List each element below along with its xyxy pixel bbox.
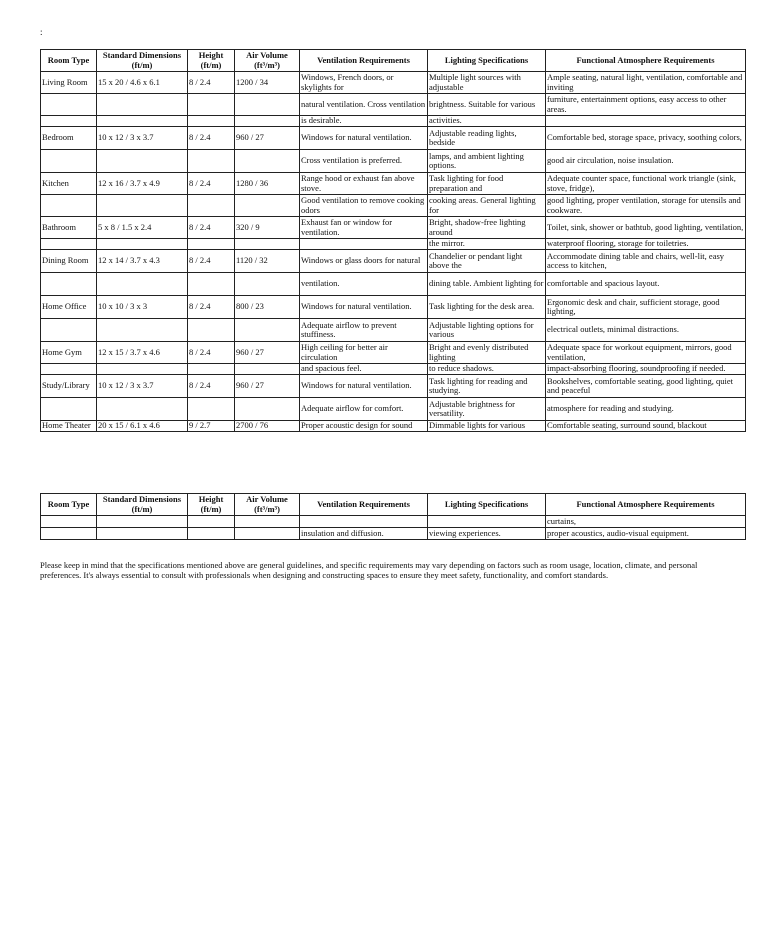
cell-ventilation: Cross ventilation is preferred.: [300, 150, 428, 173]
cell-dimensions: 20 x 15 / 6.1 x 4.6: [97, 421, 188, 432]
cell-height: [188, 116, 235, 127]
cell-atmosphere: Bookshelves, comfortable seating, good lighting, quiet and peaceful: [546, 375, 746, 398]
cell-ventilation: insulation and diffusion.: [300, 528, 428, 540]
cell-atmosphere: curtains,: [546, 516, 746, 528]
table-row: [41, 296, 746, 319]
cell-lighting: cooking areas. General lighting for: [428, 195, 546, 217]
cell-atmosphere: comfortable and spacious layout.: [546, 273, 746, 296]
cell-dimensions: [97, 319, 188, 342]
cell-dimensions: [97, 94, 188, 116]
header-ventilation: Ventilation Requirements: [300, 50, 428, 72]
cell-room-type: Home Theater: [41, 421, 97, 432]
cell-room-type: [41, 239, 97, 250]
table-row: [41, 173, 746, 195]
cell-ventilation: Good ventilation to remove cooking odors: [300, 195, 428, 217]
cell-air-volume: 1280 / 36: [235, 173, 300, 195]
cell-height: 8 / 2.4: [188, 173, 235, 195]
header-lighting: Lighting Specifications: [428, 494, 546, 516]
cell-room-type: Bathroom: [41, 217, 97, 239]
cell-height: [188, 364, 235, 375]
cell-lighting: Multiple light sources with adjustable: [428, 72, 546, 94]
cell-atmosphere: Accommodate dining table and chairs, well-lit, easy access to kitchen,: [546, 250, 746, 273]
cell-dimensions: 12 x 15 / 3.7 x 4.6: [97, 342, 188, 364]
header-atmosphere: Functional Atmosphere Requirements: [546, 494, 746, 516]
cell-lighting: Adjustable brightness for versatility.: [428, 398, 546, 421]
table-row: [41, 516, 746, 528]
cell-air-volume: 1120 / 32: [235, 250, 300, 273]
cell-dimensions: 10 x 12 / 3 x 3.7: [97, 127, 188, 150]
cell-lighting: lamps, and ambient lighting options.: [428, 150, 546, 173]
cell-dimensions: 10 x 10 / 3 x 3: [97, 296, 188, 319]
cell-air-volume: 1200 / 34: [235, 72, 300, 94]
cell-air-volume: [235, 398, 300, 421]
cell-lighting: Bright, shadow-free lighting around: [428, 217, 546, 239]
cell-ventilation: Windows, French doors, or skylights for: [300, 72, 428, 94]
cell-ventilation: Windows for natural ventilation.: [300, 375, 428, 398]
header-height: Height (ft/m): [188, 50, 235, 72]
cell-lighting: Task lighting for reading and studying.: [428, 375, 546, 398]
cell-air-volume: [235, 94, 300, 116]
cell-height: 8 / 2.4: [188, 127, 235, 150]
cell-height: [188, 319, 235, 342]
cell-height: 8 / 2.4: [188, 250, 235, 273]
cell-ventilation: Windows for natural ventilation.: [300, 296, 428, 319]
cell-dimensions: [97, 516, 188, 528]
cell-room-type: Kitchen: [41, 173, 97, 195]
cell-dimensions: 12 x 16 / 3.7 x 4.9: [97, 173, 188, 195]
cell-room-type: [41, 528, 97, 540]
cell-lighting: Chandelier or pendant light above the: [428, 250, 546, 273]
cell-lighting: activities.: [428, 116, 546, 127]
cell-air-volume: 320 / 9: [235, 217, 300, 239]
cell-lighting: to reduce shadows.: [428, 364, 546, 375]
table-row: [41, 217, 746, 239]
cell-height: [188, 528, 235, 540]
cell-atmosphere: proper acoustics, audio-visual equipment.: [546, 528, 746, 540]
cell-room-type: Study/Library: [41, 375, 97, 398]
cell-height: 8 / 2.4: [188, 217, 235, 239]
table-header: [41, 50, 746, 72]
cell-ventilation: and spacious feel.: [300, 364, 428, 375]
cell-room-type: Dining Room: [41, 250, 97, 273]
table-row: [41, 116, 746, 127]
cell-atmosphere: [546, 116, 746, 127]
cell-room-type: [41, 364, 97, 375]
header-air-volume: Air Volume (ft³/m³): [235, 494, 300, 516]
cell-room-type: Living Room: [41, 72, 97, 94]
cell-dimensions: [97, 116, 188, 127]
cell-room-type: Bedroom: [41, 127, 97, 150]
cell-atmosphere: good lighting, proper ventilation, storage for utensils and cookware.: [546, 195, 746, 217]
table-row: [41, 239, 746, 250]
cell-air-volume: [235, 116, 300, 127]
disclaimer-note: Please keep in mind that the specifications mentioned above are general guidelines, and specific requirements may vary depending on factors such as room usage, location, climate, and personal preferences. It's always essential to consult with professionals when designing and constructing spaces to ensure they meet safety, functionality, and comfort standards.: [40, 559, 698, 580]
header-height: Height (ft/m): [188, 494, 235, 516]
cell-air-volume: 960 / 27: [235, 375, 300, 398]
cell-atmosphere: good air circulation, noise insulation.: [546, 150, 746, 173]
cell-air-volume: [235, 319, 300, 342]
table-row: [41, 319, 746, 342]
cell-atmosphere: Comfortable seating, surround sound, blackout: [546, 421, 746, 432]
cell-ventilation: Windows for natural ventilation.: [300, 127, 428, 150]
cell-air-volume: 960 / 27: [235, 342, 300, 364]
room-spec-table: [40, 49, 746, 432]
cell-air-volume: [235, 150, 300, 173]
cell-air-volume: [235, 528, 300, 540]
cell-ventilation: Proper acoustic design for sound: [300, 421, 428, 432]
cell-lighting: Dimmable lights for various: [428, 421, 546, 432]
top-mark: :: [40, 27, 43, 37]
cell-air-volume: 2700 / 76: [235, 421, 300, 432]
cell-lighting: Adjustable lighting options for various: [428, 319, 546, 342]
cell-room-type: [41, 150, 97, 173]
header-air-volume: Air Volume (ft³/m³): [235, 50, 300, 72]
cell-air-volume: 800 / 23: [235, 296, 300, 319]
cell-air-volume: [235, 273, 300, 296]
table-row: [41, 94, 746, 116]
cell-ventilation: Adequate airflow for comfort.: [300, 398, 428, 421]
cell-room-type: [41, 273, 97, 296]
cell-atmosphere: Adequate counter space, functional work triangle (sink, stove, fridge),: [546, 173, 746, 195]
cell-lighting: dining table. Ambient lighting for: [428, 273, 546, 296]
table-row: [41, 528, 746, 540]
room-spec-table-continued: [40, 493, 746, 540]
cell-ventilation: High ceiling for better air circulation: [300, 342, 428, 364]
cell-atmosphere: Ergonomic desk and chair, sufficient storage, good lighting,: [546, 296, 746, 319]
table-row: [41, 375, 746, 398]
cell-room-type: Home Office: [41, 296, 97, 319]
cell-dimensions: [97, 273, 188, 296]
table-row: [41, 364, 746, 375]
header-dimensions: Standard Dimensions (ft/m): [97, 50, 188, 72]
cell-ventilation: [300, 239, 428, 250]
cell-atmosphere: waterproof flooring, storage for toiletries.: [546, 239, 746, 250]
cell-room-type: [41, 398, 97, 421]
table-row: [41, 342, 746, 364]
header-dimensions: Standard Dimensions (ft/m): [97, 494, 188, 516]
cell-ventilation: natural ventilation. Cross ventilation: [300, 94, 428, 116]
cell-dimensions: [97, 398, 188, 421]
cell-atmosphere: Adequate space for workout equipment, mirrors, good ventilation,: [546, 342, 746, 364]
table-row: [41, 195, 746, 217]
cell-height: 8 / 2.4: [188, 72, 235, 94]
cell-height: [188, 195, 235, 217]
cell-air-volume: [235, 195, 300, 217]
cell-lighting: Task lighting for the desk area.: [428, 296, 546, 319]
cell-air-volume: [235, 239, 300, 250]
cell-lighting: viewing experiences.: [428, 528, 546, 540]
cell-height: [188, 150, 235, 173]
cell-atmosphere: furniture, entertainment options, easy access to other areas.: [546, 94, 746, 116]
cell-ventilation: Exhaust fan or window for ventilation.: [300, 217, 428, 239]
cell-ventilation: Adequate airflow to prevent stuffiness.: [300, 319, 428, 342]
header-atmosphere: Functional Atmosphere Requirements: [546, 50, 746, 72]
cell-lighting: [428, 516, 546, 528]
cell-height: 8 / 2.4: [188, 375, 235, 398]
header-room-type: Room Type: [41, 494, 97, 516]
table-row: [41, 273, 746, 296]
cell-atmosphere: Comfortable bed, storage space, privacy, soothing colors,: [546, 127, 746, 150]
cell-atmosphere: atmosphere for reading and studying.: [546, 398, 746, 421]
cell-dimensions: [97, 364, 188, 375]
cell-atmosphere: impact-absorbing flooring, soundproofing if needed.: [546, 364, 746, 375]
cell-height: 8 / 2.4: [188, 342, 235, 364]
cell-air-volume: [235, 516, 300, 528]
cell-atmosphere: Ample seating, natural light, ventilation, comfortable and inviting: [546, 72, 746, 94]
table-row: [41, 150, 746, 173]
table-row: [41, 250, 746, 273]
header-ventilation: Ventilation Requirements: [300, 494, 428, 516]
cell-dimensions: [97, 195, 188, 217]
table-header: [41, 494, 746, 516]
cell-air-volume: [235, 364, 300, 375]
table-row: [41, 421, 746, 432]
cell-lighting: Bright and evenly distributed lighting: [428, 342, 546, 364]
cell-room-type: [41, 319, 97, 342]
cell-air-volume: 960 / 27: [235, 127, 300, 150]
cell-room-type: [41, 116, 97, 127]
header-room-type: Room Type: [41, 50, 97, 72]
cell-lighting: Task lighting for food preparation and: [428, 173, 546, 195]
cell-room-type: [41, 94, 97, 116]
cell-height: 9 / 2.7: [188, 421, 235, 432]
cell-ventilation: Windows or glass doors for natural: [300, 250, 428, 273]
cell-dimensions: [97, 528, 188, 540]
cell-height: 8 / 2.4: [188, 296, 235, 319]
table-row: [41, 398, 746, 421]
cell-room-type: [41, 195, 97, 217]
cell-lighting: Adjustable reading lights, bedside: [428, 127, 546, 150]
cell-room-type: [41, 516, 97, 528]
cell-atmosphere: Toilet, sink, shower or bathtub, good lighting, ventilation,: [546, 217, 746, 239]
cell-ventilation: ventilation.: [300, 273, 428, 296]
cell-height: [188, 398, 235, 421]
cell-height: [188, 94, 235, 116]
cell-height: [188, 239, 235, 250]
cell-dimensions: 5 x 8 / 1.5 x 2.4: [97, 217, 188, 239]
table-row: [41, 72, 746, 94]
cell-lighting: the mirror.: [428, 239, 546, 250]
cell-dimensions: [97, 150, 188, 173]
cell-ventilation: is desirable.: [300, 116, 428, 127]
cell-lighting: brightness. Suitable for various: [428, 94, 546, 116]
cell-dimensions: 15 x 20 / 4.6 x 6.1: [97, 72, 188, 94]
cell-height: [188, 516, 235, 528]
cell-ventilation: Range hood or exhaust fan above stove.: [300, 173, 428, 195]
table-row: [41, 127, 746, 150]
cell-room-type: Home Gym: [41, 342, 97, 364]
cell-dimensions: [97, 239, 188, 250]
cell-dimensions: 12 x 14 / 3.7 x 4.3: [97, 250, 188, 273]
cell-atmosphere: electrical outlets, minimal distractions.: [546, 319, 746, 342]
cell-ventilation: [300, 516, 428, 528]
header-lighting: Lighting Specifications: [428, 50, 546, 72]
cell-dimensions: 10 x 12 / 3 x 3.7: [97, 375, 188, 398]
cell-height: [188, 273, 235, 296]
